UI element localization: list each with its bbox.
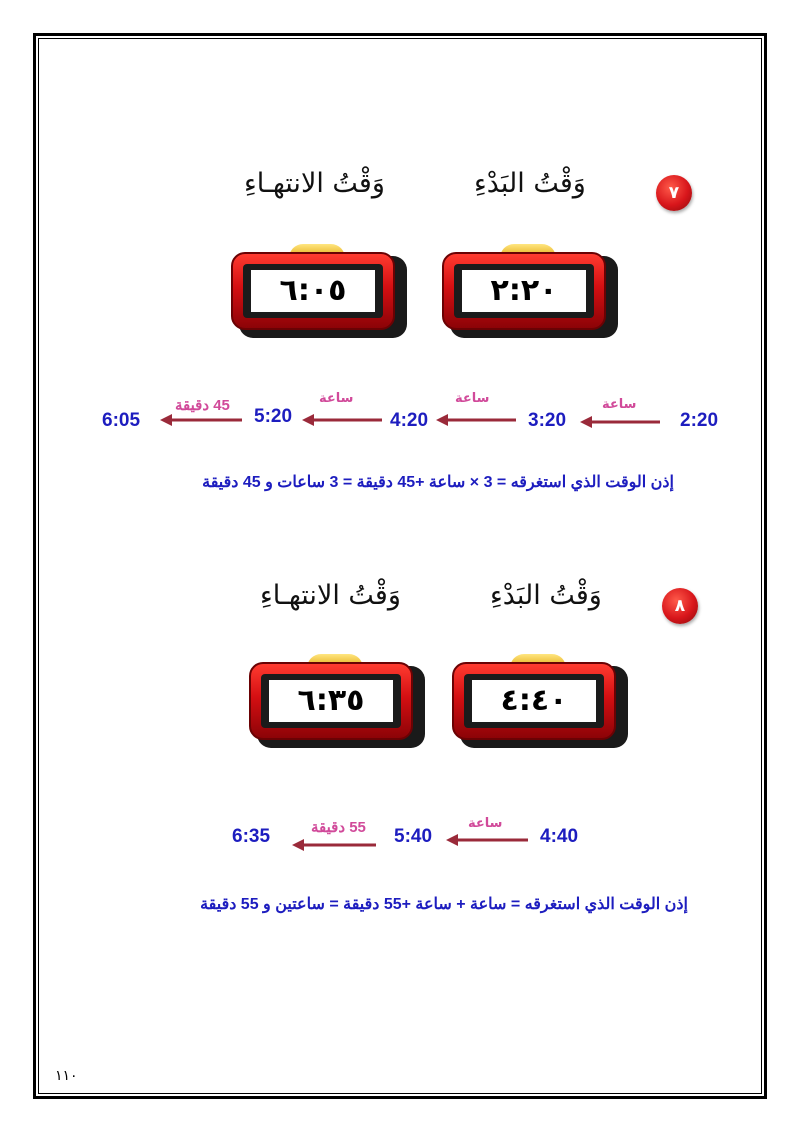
problem-7-summary: إذن الوقت الذي استغرقه = 3 × ساعة +45 دقيقة = 3 ساعات و 45 دقيقة [202, 474, 674, 491]
problem-7-step-2-label: ساعة [455, 391, 490, 406]
problem-7-start-clock-display: ٢:٢٠ [462, 270, 586, 312]
problem-7-arrow-4 [160, 413, 242, 427]
problem-8-end-clock [249, 652, 421, 748]
problem-8-arrow-2 [292, 838, 376, 852]
problem-7-time-3: 4:20 [390, 410, 429, 431]
problem-8-badge: ٨ [662, 588, 698, 624]
problem-8-step-2-label: 55 دقيقة [311, 819, 366, 836]
problem-8-step-1-label: ساعة [468, 816, 503, 831]
problem-7-step-1-label: ساعة [602, 397, 637, 412]
problem-7-arrow-2 [436, 413, 516, 427]
problem-8-time-1: 4:40 [540, 826, 579, 847]
problem-7-time-2: 3:20 [528, 410, 567, 431]
problem-8-time-3: 6:35 [232, 826, 271, 847]
problem-8-end-heading: وَقْتُ الانتهـاءِ [260, 580, 401, 611]
problem-8-start-heading: وَقْتُ البَدْءِ [490, 580, 602, 611]
problem-7-time-5: 6:05 [102, 410, 141, 431]
problem-7-badge: ٧ [656, 175, 692, 211]
page-border-inner [38, 38, 762, 1094]
problem-7-step-4-label: 45 دقيقة [175, 397, 230, 414]
problem-7-arrow-3 [302, 413, 382, 427]
problem-8-end-clock-display: ٦:٣٥ [269, 680, 393, 722]
problem-7-step-3-label: ساعة [319, 391, 354, 406]
problem-7-arrow-1 [580, 415, 660, 429]
problem-7-start-clock [442, 242, 614, 338]
problem-8-start-clock-display: ٤:٤٠ [472, 680, 596, 722]
problem-7-end-clock [231, 242, 403, 338]
problem-8-time-2: 5:40 [394, 826, 433, 847]
problem-7-start-heading: وَقْتُ البَدْءِ [474, 168, 586, 199]
problem-7-time-1: 2:20 [680, 410, 719, 431]
problem-7-time-4: 5:20 [254, 406, 293, 427]
problem-7-end-clock-display: ٦:٠٥ [251, 270, 375, 312]
problem-8-start-clock [452, 652, 624, 748]
problem-7-end-heading: وَقْتُ الانتهـاءِ [244, 168, 385, 199]
problem-8-summary: إذن الوقت الذي استغرقه = ساعة + ساعة +55 دقيقة = ساعتين و 55 دقيقة [200, 896, 688, 913]
problem-8-arrow-1 [446, 833, 528, 847]
page-number: ١١٠ [55, 1068, 78, 1084]
